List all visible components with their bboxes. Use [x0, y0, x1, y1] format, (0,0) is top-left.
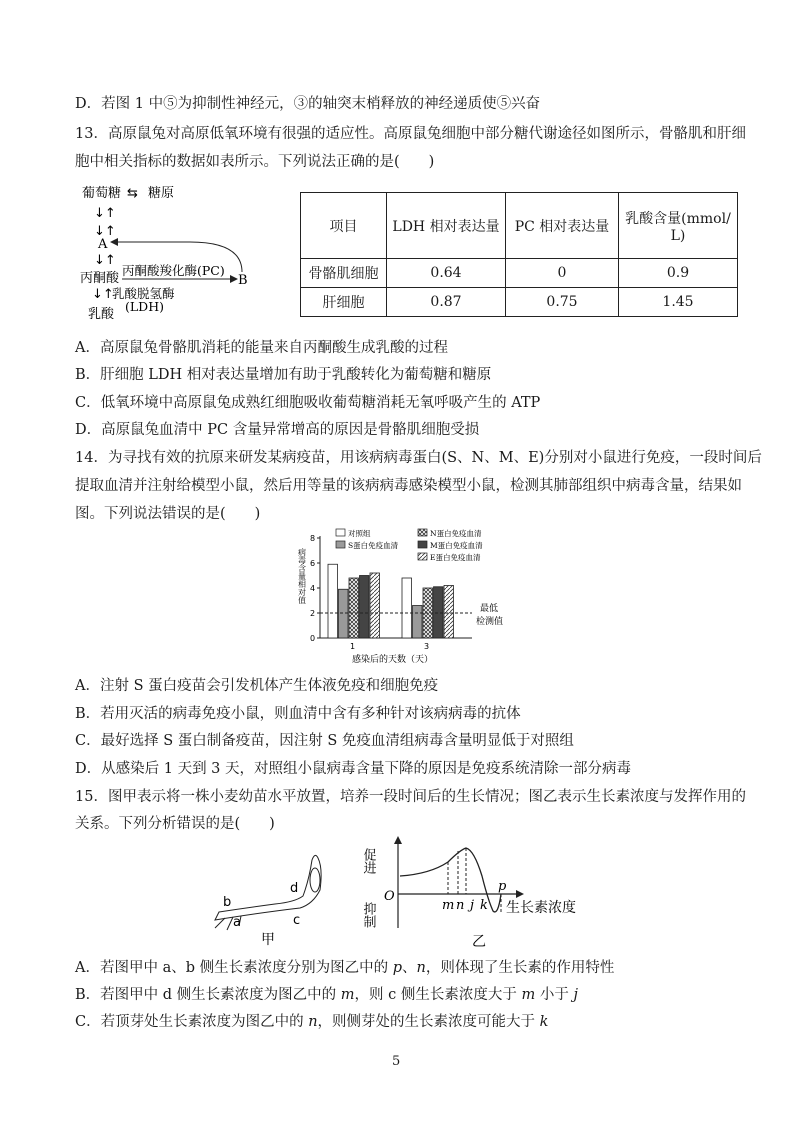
table-row — [301, 288, 738, 317]
tick-p: p — [498, 879, 507, 894]
svg-text:↓↑: ↓↑ — [94, 224, 116, 239]
th-ldh: LDH 相对表达量 — [387, 193, 506, 259]
data-table — [300, 192, 738, 317]
x-tick-label: 3 — [424, 642, 430, 651]
svg-text:⇆: ⇆ — [127, 186, 138, 201]
q14-option-c: C．最好选择 S 蛋白制备疫苗，因注射 S 免疫血清组病毒含量明显低于对照组 — [75, 733, 574, 749]
legend-swatch — [418, 529, 427, 536]
y-tick-label: 2 — [310, 609, 316, 618]
side-d-label: d — [290, 881, 299, 896]
tick-j: j — [470, 898, 475, 913]
origin-label: O — [384, 889, 395, 904]
threshold-label: 检测值 — [476, 617, 504, 627]
legend-label: E蛋白免疫血清 — [430, 553, 481, 562]
legend-swatch — [336, 529, 345, 536]
cell: 0.75 — [506, 288, 619, 317]
y-tick-label: 8 — [310, 534, 316, 543]
ldh-enzyme-label: 乳酸脱氢酶 — [112, 286, 175, 301]
svg-text:↓↑: ↓↑ — [94, 253, 116, 268]
bar — [370, 573, 380, 638]
cell: 0 — [506, 259, 619, 288]
question-13-stem-2: 胞中相关指标的数据如表所示。下列说法正确的是( ) — [75, 154, 435, 170]
metabolic-pathway-diagram — [70, 180, 290, 330]
bar — [360, 576, 370, 639]
metabolite-a: A — [98, 237, 108, 252]
legend-swatch — [336, 541, 345, 548]
question-14-stem: 14．为寻找有效的抗原来研发某病疫苗，用该病病毒蛋白(S、N、M、E)分别对小鼠进行免疫，一段时间后 — [75, 450, 762, 466]
side-a-label: a — [233, 915, 241, 930]
y-tick-label: 0 — [310, 634, 316, 643]
q15-option-b: B．若图甲中 d 侧生长素浓度为图乙中的 m，则 c 侧生长素浓度大于 m 小于 j — [75, 987, 578, 1003]
side-b-label: b — [223, 895, 232, 910]
question-14-stem-2: 提取血清并注射给模型小鼠，然后用等量的该病病毒感染模型小鼠，检测其肺部组织中病毒含量，结果如 — [75, 478, 742, 494]
th-item: 项目 — [301, 193, 387, 259]
cell: 0.9 — [619, 259, 738, 288]
metabolite-b: B — [238, 273, 248, 288]
bar — [413, 606, 423, 639]
cell: 骨骼肌细胞 — [301, 259, 387, 288]
tick-k: k — [480, 898, 488, 913]
tick-m: m — [442, 898, 455, 913]
q15-option-c: C．若顶芽处生长素浓度为图乙中的 n，则侧芽处的生长素浓度可能大于 k — [75, 1014, 549, 1030]
cell: 0.87 — [387, 288, 506, 317]
pc-enzyme-label: 丙酮酸羧化酶(PC) — [122, 263, 225, 278]
figure-jia-label: 甲 — [261, 932, 275, 948]
bar — [339, 589, 349, 638]
lactate-label: 乳酸 — [88, 307, 115, 322]
option-d-q12: D．若图 1 中⑤为抑制性神经元，③的轴突末梢释放的神经递质使⑤兴奋 — [75, 96, 541, 112]
q13-option-d: D．高原鼠兔血清中 PC 含量异常增高的原因是骨骼肌细胞受损 — [75, 422, 480, 438]
question-15-stem: 15．图甲表示将一株小麦幼苗水平放置，培养一段时间后的生长情况；图乙表示生长素浓度与发挥作用的 — [75, 789, 746, 805]
bar — [349, 578, 359, 638]
q14-option-b: B．若用灭活的病毒免疫小鼠，则血清中含有多种针对该病病毒的抗体 — [75, 706, 521, 722]
y-tick-label: 4 — [310, 584, 316, 593]
th-pc: PC 相对表达量 — [506, 193, 619, 259]
table-header-row — [301, 193, 738, 259]
th-lactate-line1: 乳酸含量(mmol/ — [625, 210, 731, 227]
tick-n: n — [456, 898, 465, 913]
q14-option-d: D．从感染后 1 天到 3 天，对照组小鼠病毒含量下降的原因是免疫系统清除一部分病毒 — [75, 761, 632, 777]
x-axis-label: 生长素浓度 — [506, 900, 576, 916]
pyruvate-label: 丙酮酸 — [80, 271, 120, 286]
svg-text:↓↑: ↓↑ — [94, 206, 116, 221]
x-axis-label: 感染后的天数（天） — [352, 655, 434, 665]
q13-option-c: C．低氧环境中高原鼠兔成熟红细胞吸收葡萄糖消耗无氧呼吸产生的 ATP — [75, 395, 541, 411]
bar — [434, 587, 444, 638]
seedling-figure — [205, 840, 355, 950]
bar — [328, 564, 338, 638]
y-axis-label: 病毒含量相对值 — [297, 548, 307, 604]
side-c-label: c — [293, 913, 301, 928]
promote-label: 促进 — [360, 848, 376, 874]
auxin-curve-figure — [360, 836, 600, 952]
svg-text:↓↑: ↓↑ — [92, 287, 114, 302]
table-row — [301, 259, 738, 288]
q13-option-b: B．肝细胞 LDH 相对表达量增加有助于乳酸转化为葡萄糖和糖原 — [75, 367, 492, 383]
ldh-abbr: (LDH) — [125, 299, 164, 314]
legend-label: M蛋白免疫血清 — [430, 541, 483, 550]
q14-option-a: A．注射 S 蛋白疫苗会引发机体产生体液免疫和细胞免疫 — [75, 678, 439, 694]
y-tick-label: 6 — [310, 559, 316, 568]
bar — [402, 578, 412, 638]
glucose-label: 葡萄糖 — [82, 186, 122, 201]
legend-label: S蛋白免疫血清 — [348, 541, 399, 550]
question-14-stem-3: 图。下列说法错误的是( ) — [75, 506, 261, 522]
bar — [444, 586, 454, 639]
question-15-stem-2: 关系。下列分析错误的是( ) — [75, 816, 275, 832]
virus-bar-chart — [290, 528, 520, 670]
th-lactate — [619, 193, 738, 259]
legend-label: N蛋白免疫血清 — [430, 529, 482, 538]
cell: 肝细胞 — [301, 288, 387, 317]
cell: 0.64 — [387, 259, 506, 288]
x-tick-label: 1 — [350, 642, 356, 651]
page-number: 5 — [392, 1054, 401, 1069]
inhibit-label: 抑制 — [360, 902, 376, 928]
q15-option-a: A．若图甲中 a、b 侧生长素浓度分别为图乙中的 p、n，则体现了生长素的作用特性 — [75, 960, 615, 976]
th-lactate-line2: L) — [670, 227, 686, 244]
figure-yi-label: 乙 — [472, 934, 486, 950]
legend-swatch — [418, 553, 427, 560]
legend-swatch — [418, 541, 427, 548]
threshold-label: 最低 — [480, 604, 499, 614]
cell: 1.45 — [619, 288, 738, 317]
question-13-stem: 13．高原鼠兔对高原低氧环境有很强的适应性。高原鼠兔细胞中部分糖代谢途径如图所示，骨骼肌和肝细 — [75, 126, 746, 142]
glycogen-label: 糖原 — [148, 186, 175, 201]
legend-label: 对照组 — [348, 529, 371, 538]
q13-option-a: A．高原鼠兔骨骼肌消耗的能量来自丙酮酸生成乳酸的过程 — [75, 340, 448, 356]
